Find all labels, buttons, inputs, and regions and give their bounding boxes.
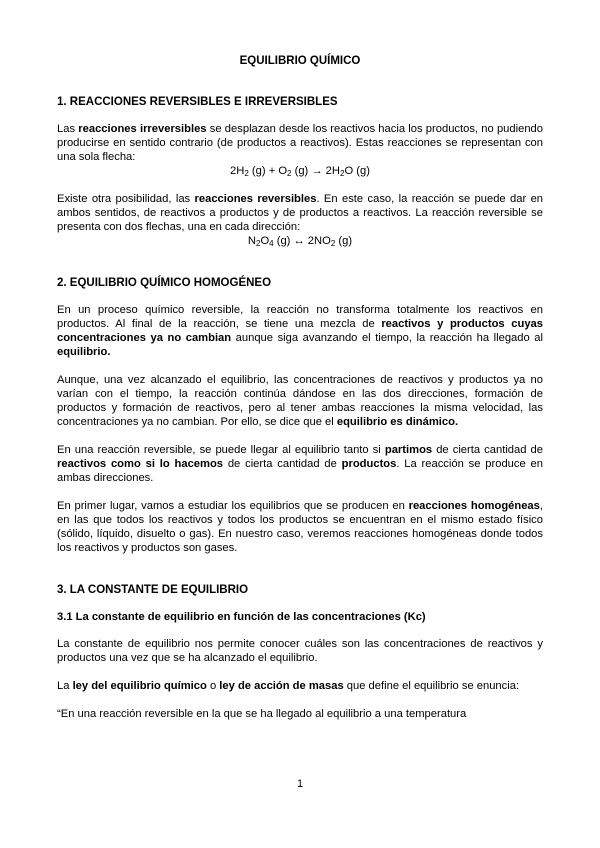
- section-3-heading: 3. LA CONSTANTE DE EQUILIBRIO: [57, 584, 249, 596]
- section-1-paragraph-1: Las reacciones irreversibles se desplazan desde los reactivos hacia los productos, no pudiendo producirse en sentido contrario (de productos a reactivos). Estas reacciones se representan con una sola flecha:: [57, 123, 543, 163]
- section-3-paragraph-2: La ley del equilibrio químico o ley de acción de masas que define el equilibrio se enuncia:: [57, 680, 520, 692]
- page-content: [57, 54, 543, 721]
- section-2-paragraph-3: En una reacción reversible, se puede llegar al equilibrio tanto si partimos de cierta cantidad de reactivos como si lo hacemos de cierta cantidad de productos. La reacción se produce en ambas direcciones.: [57, 444, 543, 484]
- section-2-paragraph-1: En un proceso químico reversible, la reacción no transforma totalmente los reactivos en productos. Al final de la reacción, se tiene una mezcla de reactivos y productos cuyas concentraciones ya no cambian aunque siga avanzando el tiempo, la reacción ha llegado al equilibrio.: [57, 304, 544, 358]
- section-2-paragraph-2: Aunque, una vez alcanzado el equilibrio, las concentraciones de reactivos y productos ya no varían con el tiempo, la reacción continúa dándose en las dos direcciones, formación de productos y formación de reactivos, pero al tener ambas reacciones la misma velocidad, las concentraciones ya no cambian. Por ello, se dice que el equilibrio es dinámico.: [57, 374, 543, 428]
- section-1-paragraph-2: Existe otra posibilidad, las reacciones reversibles. En este caso, la reacción se puede dar en ambos sentidos, de reactivos a productos y de productos a reactivos. La reacción reversible se presenta con dos flechas, una en cada dirección:: [57, 193, 544, 233]
- subsection-3-1-heading: 3.1 La constante de equilibrio en función de las concentraciones (Kc): [57, 611, 426, 623]
- equation-n2o4-equilibrium: $N_2O_4$ (g) ↔ $2NO_2$ (g): [247, 235, 353, 248]
- section-3-paragraph-1: La constante de equilibrio nos permite conocer cuáles son las concentraciones de reactivos y productos una vez que se ha alcanzado el equilibrio.: [57, 638, 543, 664]
- section-3-paragraph-3: “En una reacción reversible en la que se ha llegado al equilibrio a una temperatura: [57, 708, 467, 720]
- equation-water-formation: $2H_2$ $(g) + O_2$ $(g) \to 2H_2O$ (g): [230, 165, 370, 178]
- page-number: 1: [296, 778, 304, 790]
- section-1-heading: 1. REACCIONES REVERSIBLES E IRREVERSIBLES: [57, 96, 338, 108]
- section-2-paragraph-4: En primer lugar, vamos a estudiar los equilibrios que se producen en reacciones homogéneas, en las que todos los reactivos y todos los productos se encuentran en el mismo estado físico (sólido, líquido, disuelto o gas). En nuestro caso, veremos reacciones homogéneas donde todos los reactivos y productos son gases.: [57, 500, 543, 554]
- section-2-heading: 2. EQUILIBRIO QUÍMICO HOMOGÉNEO: [57, 277, 272, 289]
- document-title: EQUILIBRIO QUÍMICO: [239, 55, 361, 67]
